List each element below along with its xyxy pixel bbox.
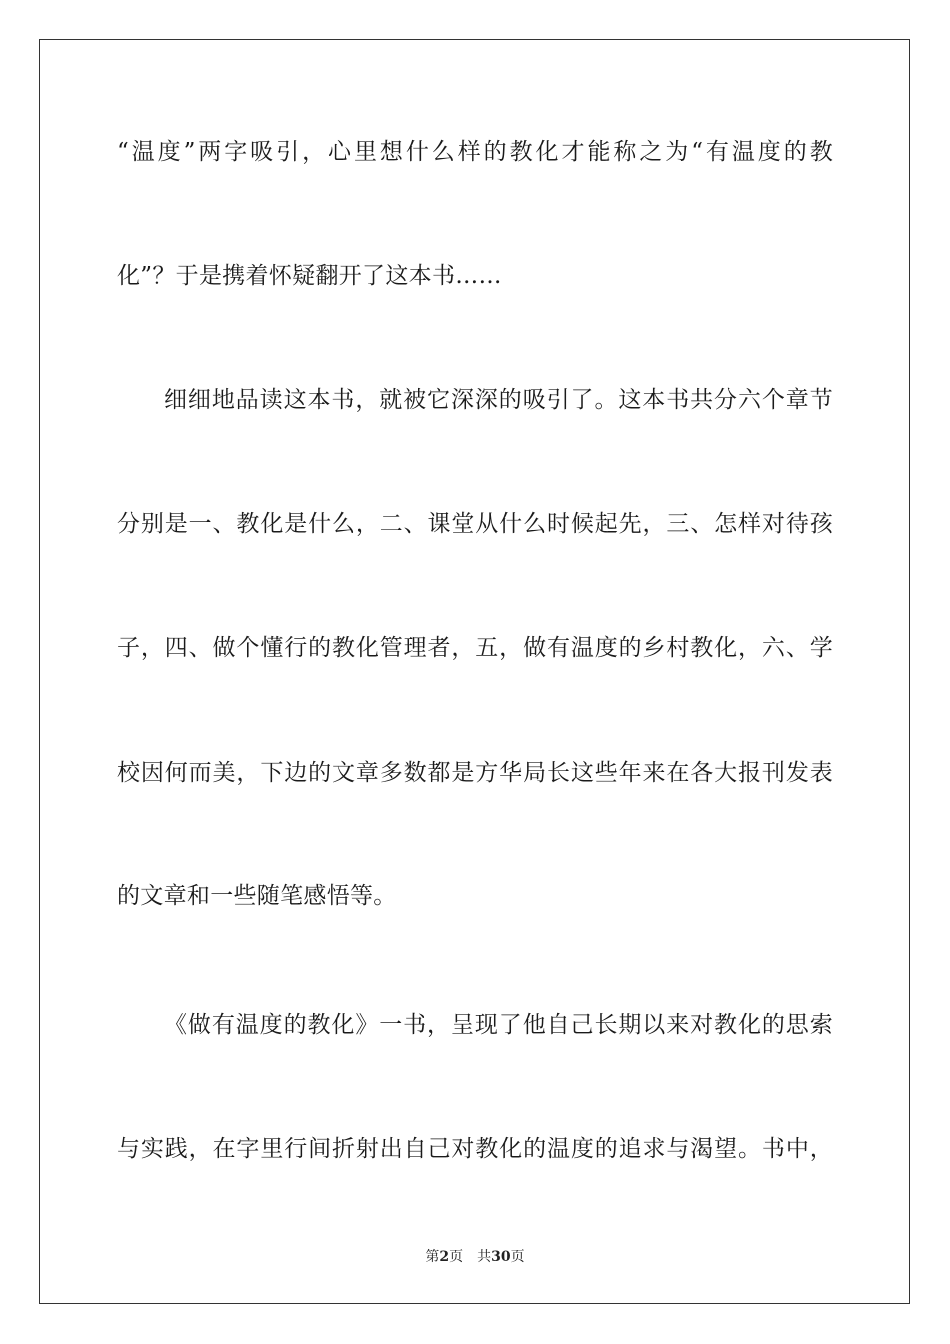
text-line-1: “温度”两字吸引，心里想什么样的教化才能称之为“有温度的教 (117, 139, 833, 165)
text-line-5: 子，四、做个懂行的教化管理者，五，做有温度的乡村教化，六、学 (117, 635, 833, 661)
text-line-4: 分别是一、教化是什么，二、课堂从什么时候起先，三、怎样对待孩 (117, 511, 833, 537)
page-suffix: 页 (449, 1249, 464, 1265)
text-line-6: 校因何而美，下边的文章多数都是方华局长这些年来在各大报刊发表 (117, 760, 833, 786)
text-line-3: 细细地品读这本书，就被它深深的吸引了。这本书共分六个章节 (164, 387, 833, 413)
page-footer (0, 1248, 950, 1266)
text-line-9: 与实践，在字里行间折射出自己对教化的温度的追求与渴望。书中， (117, 1136, 833, 1162)
total-suffix: 页 (510, 1249, 525, 1265)
total-pages: 30 (491, 1249, 511, 1265)
text-line-8: 《做有温度的教化》一书，呈现了他自己长期以来对教化的思索 (164, 1012, 833, 1038)
text-line-2: 化”？于是携着怀疑翻开了这本书…… (117, 263, 502, 289)
text-line-7: 的文章和一些随笔感悟等。 (117, 883, 397, 909)
page-number: 2 (439, 1249, 450, 1265)
page-prefix: 第 (425, 1249, 440, 1265)
page-border (39, 39, 910, 1304)
total-prefix: 共 (477, 1249, 492, 1265)
